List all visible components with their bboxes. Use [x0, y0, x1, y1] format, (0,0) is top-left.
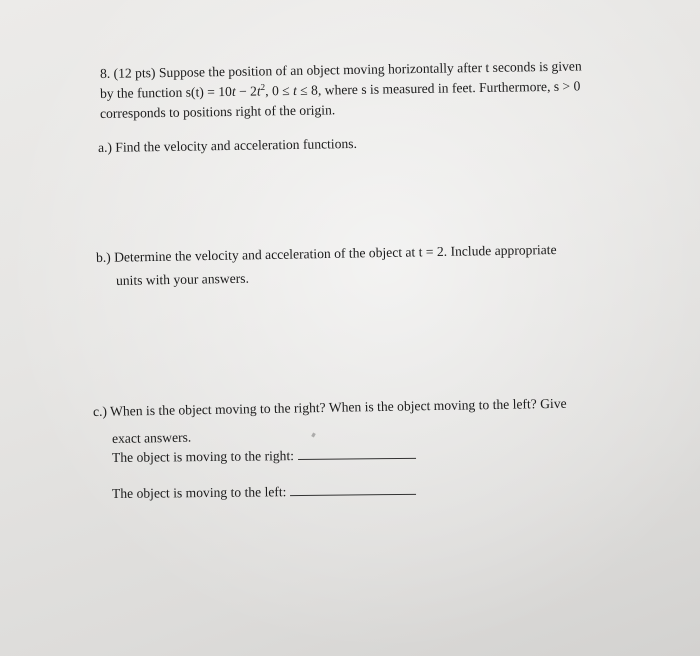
problem-line-2-rest: , where s is measured in feet. Furthermore, s > 0	[317, 78, 581, 98]
part-b-prompt-line-2: units with your answers.	[115, 270, 250, 288]
function-variable: t	[231, 83, 236, 99]
domain-upper: ≤ 8	[296, 82, 319, 98]
domain-variable: t	[292, 82, 297, 98]
function-exponent: 2	[260, 81, 266, 92]
part-c-prompt-line-2: exact answers.	[111, 429, 192, 446]
part-b-prompt-line-1: b.) Determine the velocity and acceleration of the object at t = 2. Include appropriate	[95, 241, 557, 265]
function-text: by the function s(t) = 10	[99, 83, 232, 101]
function-variable: t	[256, 83, 261, 99]
pencil-mark	[311, 433, 316, 438]
function-minus: − 2	[235, 83, 258, 99]
domain-text: , 0 ≤	[265, 82, 294, 99]
answer-right-label: The object is moving to the right:	[111, 448, 295, 465]
answer-left-label: The object is moving to the left:	[111, 484, 287, 501]
part-c-prompt-line-1: c.) When is the object moving to the right? When is the object moving to the left? Give	[92, 395, 567, 419]
answer-right-blank[interactable]	[298, 445, 416, 460]
answer-left-blank[interactable]	[290, 481, 416, 496]
part-a-prompt: a.) Find the velocity and acceleration functions.	[97, 135, 358, 155]
answer-right-row	[112, 445, 416, 466]
answer-left-row	[112, 481, 417, 502]
problem-line-3: corresponds to positions right of the origin.	[99, 102, 336, 121]
problem-line-2	[100, 77, 581, 102]
problem-line-1: 8. (12 pts) Suppose the position of an object moving horizontally after t seconds is given	[99, 58, 582, 81]
